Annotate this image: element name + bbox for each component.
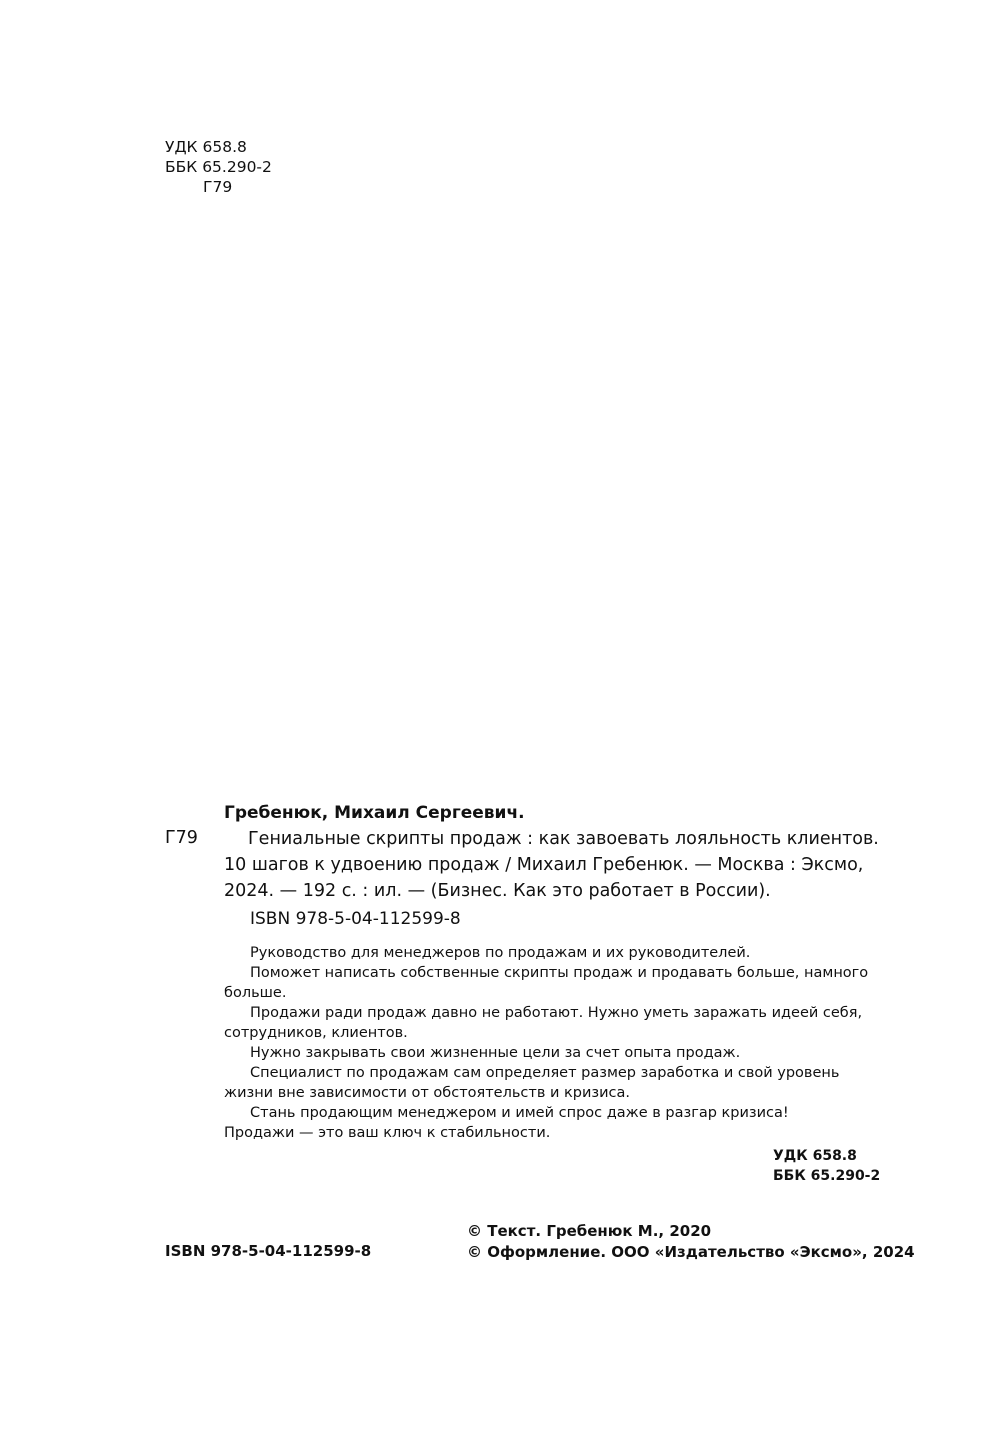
card-description [224,826,879,904]
annotation-line: жизни вне зависимости от обстоятельств и кризиса. [224,1085,631,1101]
card-description-line: Гениальные скрипты продаж : как завоевать лояльность клиентов. [248,829,879,849]
card-description-line: 2024. — 192 с. : ил. — (Бизнес. Как это работает в России). [224,881,771,901]
annotation [224,943,874,1143]
card-isbn: ISBN 978-5-04-112599-8 [250,909,461,929]
bbk-code: ББК 65.290-2 [165,158,272,176]
annotation-line: Руководство для менеджеров по продажам и их руководителей. [250,945,751,961]
annotation-line: Нужно закрывать свои жизненные цели за счет опыта продаж. [250,1045,741,1061]
copyright-block [467,1221,915,1263]
bottom-isbn: ISBN 978-5-04-112599-8 [165,1242,372,1260]
annotation-line: Поможет написать собственные скрипты продаж и продавать больше, намного [250,965,869,981]
classification-block-top [165,137,272,197]
annotation-line: Стань продающим менеджером и имей спрос даже в разгар кризиса! [250,1105,789,1121]
copyright-text: © Текст. Гребенюк М., 2020 [467,1222,712,1240]
udk-code: УДК 658.8 [165,138,247,156]
annotation-line: Продажи ради продаж давно не работают. Нужно уметь заражать идеей себя, [250,1005,863,1021]
bbk-code: ББК 65.290-2 [773,1168,881,1184]
annotation-line: Специалист по продажам сам определяет размер заработка и свой уровень [250,1065,840,1081]
annotation-line: сотрудников, клиентов. [224,1025,408,1041]
udk-code: УДК 658.8 [773,1148,857,1164]
annotation-line: больше. [224,985,287,1001]
annotation-line: Продажи — это ваш ключ к стабильности. [224,1125,551,1141]
card-author: Гребенюк, Михаил Сергеевич. [224,803,525,823]
card-description-line: 10 шагов к удвоению продаж / Михаил Гребенюк. — Москва : Эксмо, [224,855,864,875]
card-author-sign: Г79 [165,828,198,848]
author-sign: Г79 [203,178,233,196]
copyright-design: © Оформление. ООО «Издательство «Эксмо», 2024 [467,1243,915,1261]
classification-block-right [773,1146,880,1186]
